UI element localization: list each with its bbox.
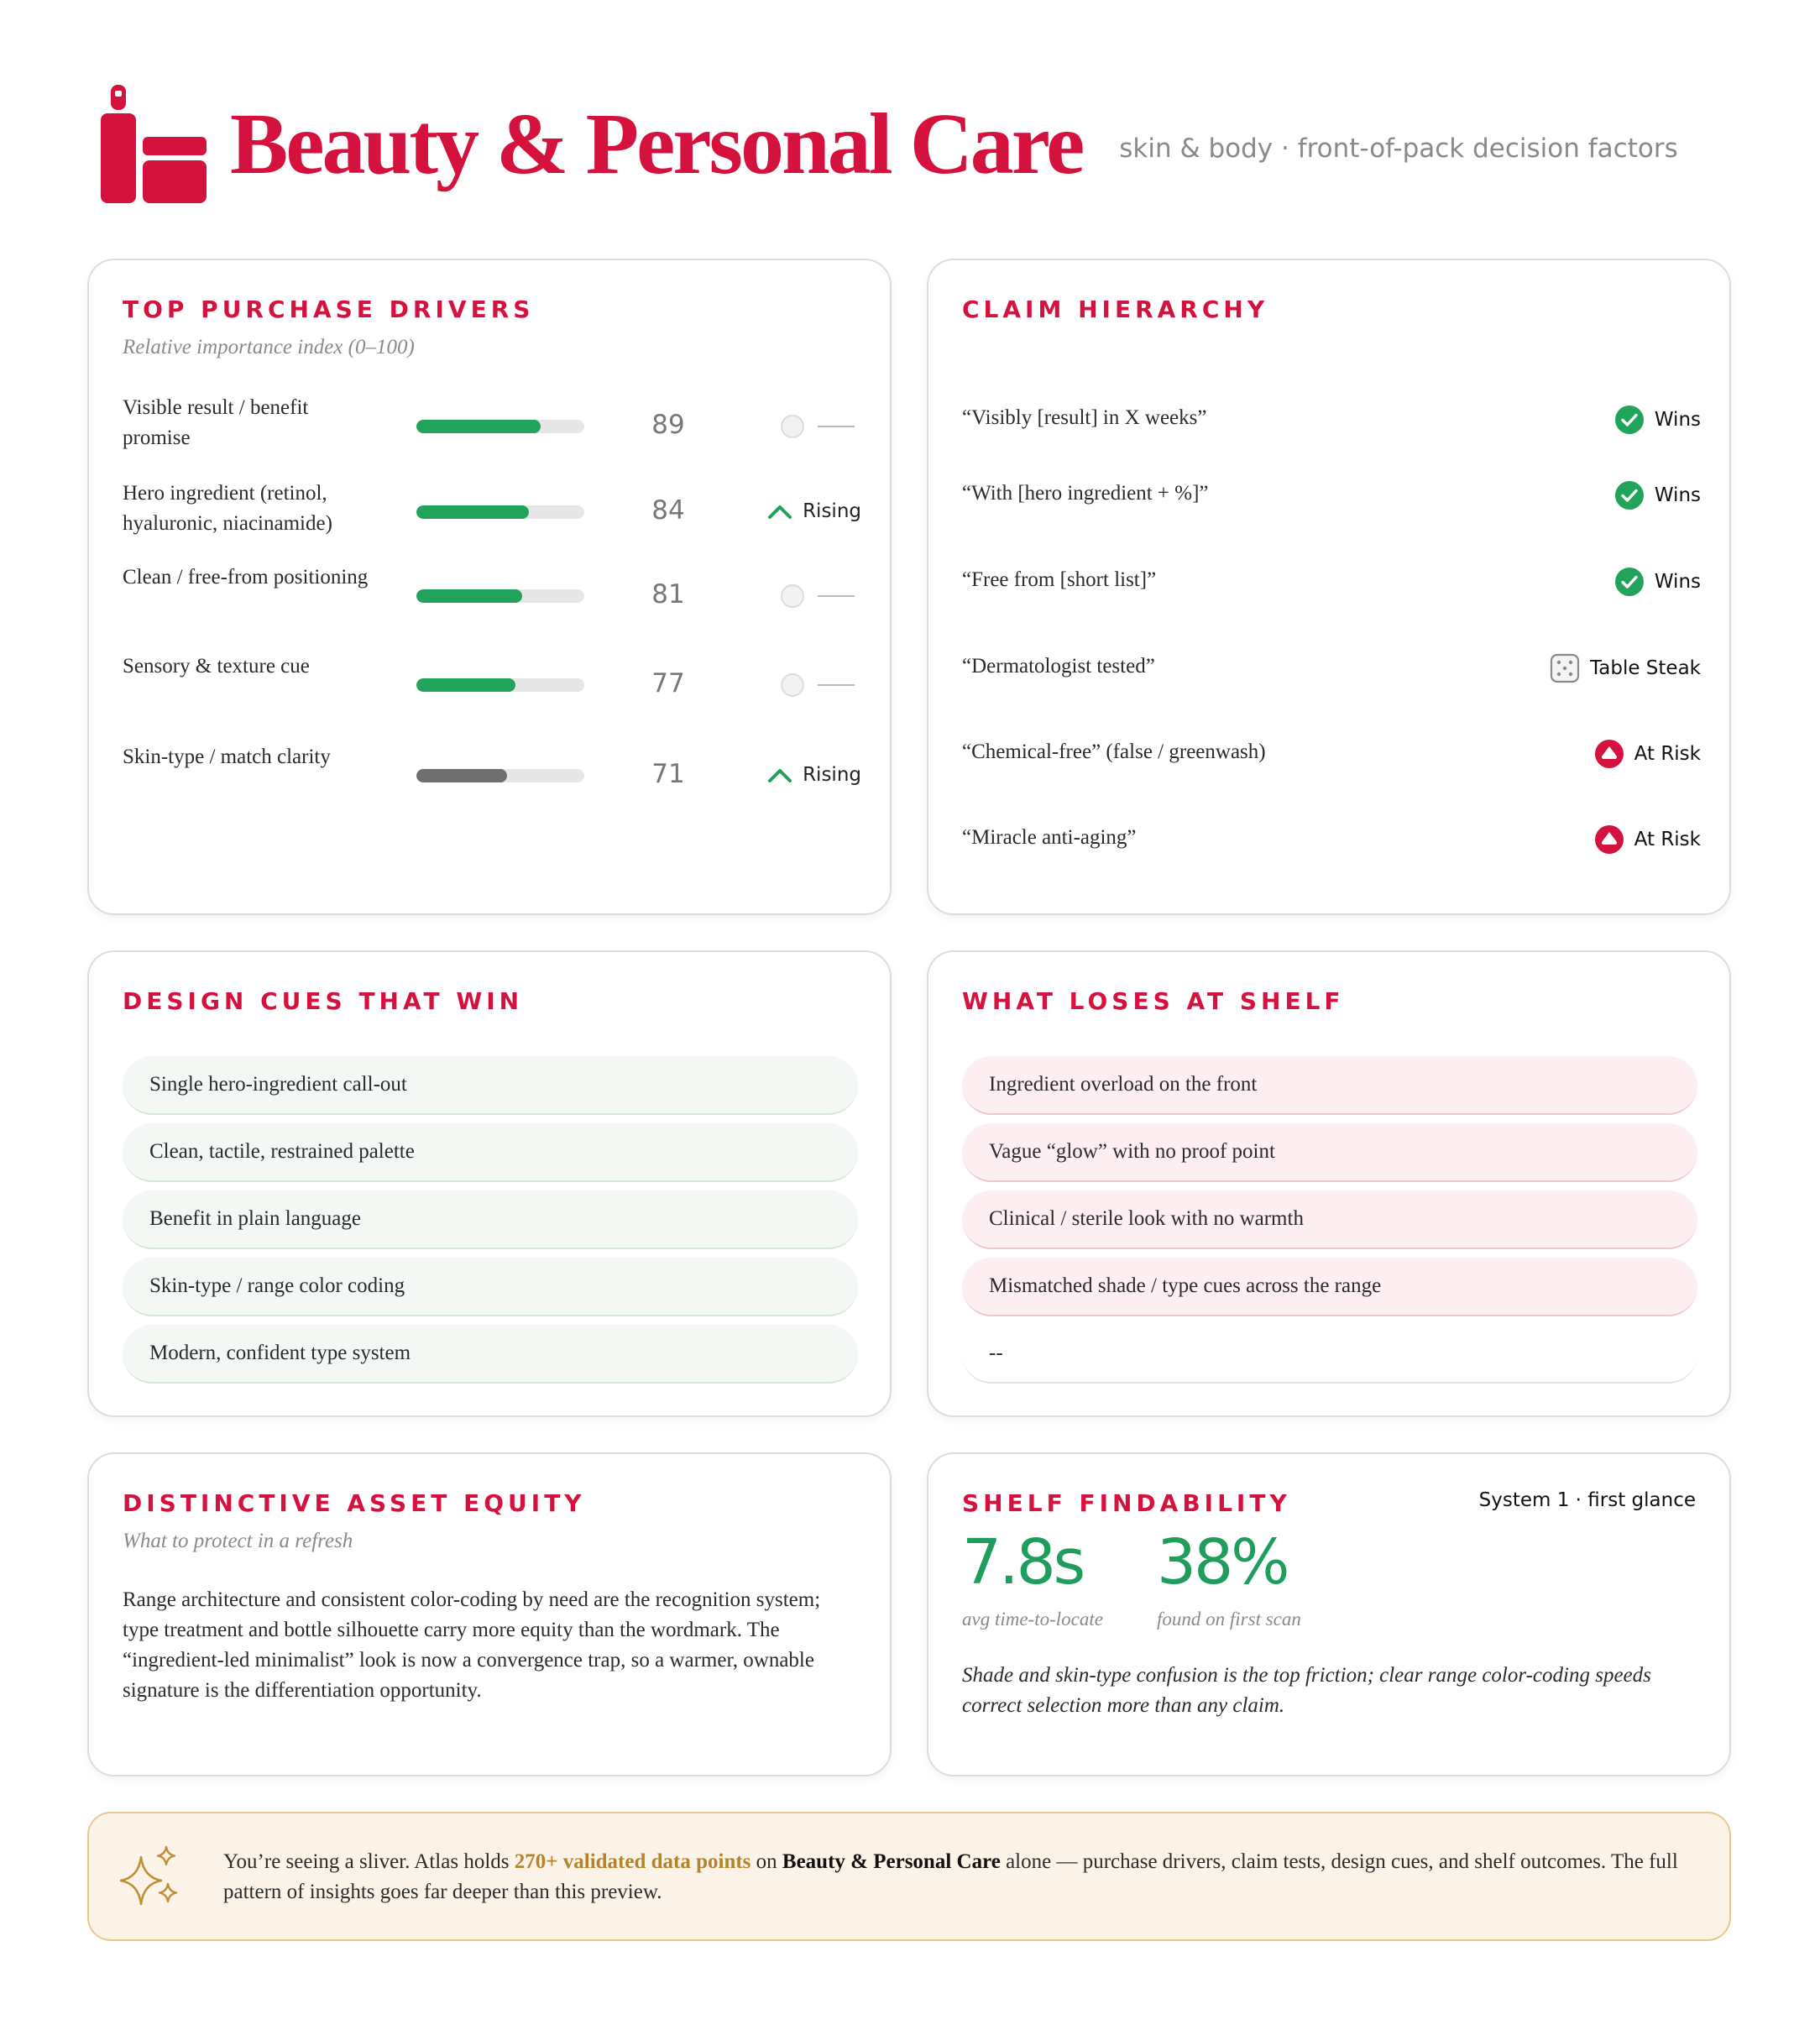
dice-icon [1550, 653, 1580, 683]
card-title: WHAT LOSES AT SHELF [962, 987, 1345, 1015]
lose-item: Ingredient overload on the front [962, 1056, 1697, 1115]
driver-row [123, 479, 861, 546]
trend-rising [767, 500, 861, 522]
trend-label: Rising [803, 764, 861, 786]
claim-status [1614, 480, 1701, 510]
cue-item: Modern, confident type system [123, 1325, 858, 1384]
trend-flat [781, 584, 855, 608]
driver-label: Sensory & texture cue [123, 655, 310, 678]
findability-note: Shade and skin-type confusion is the top friction; clear range color-coding speeds correct selection more than any claim. [962, 1664, 1651, 1717]
claim-row [962, 395, 1701, 445]
status-label: At Risk [1634, 829, 1701, 850]
trend-flat [781, 415, 855, 438]
driver-bar-track [416, 769, 584, 782]
equity-body: Range architecture and consistent color-coding by need are the recognition system; type treatment and bottle silhouette carry more equity than the wordmark. The “ingredient-led minimalist” look is now a convergence trap, so a warmer, ownable signature is the differentiation opportunity. [123, 1588, 821, 1702]
claim-text: “With [hero ingredient + %]” [962, 482, 1209, 505]
claim-status [1594, 824, 1701, 855]
driver-row [123, 651, 861, 719]
lose-item: Mismatched shade / type cues across the range [962, 1258, 1697, 1316]
cue-item: Benefit in plain language [123, 1190, 858, 1249]
page-title: Beauty & Personal Care [230, 95, 1083, 192]
system-badge: System 1 · first glance [1478, 1489, 1696, 1511]
status-label: Wins [1654, 484, 1701, 506]
card-title: DISTINCTIVE ASSET EQUITY [123, 1489, 586, 1517]
neutral-circle-icon [781, 584, 804, 608]
page-subtitle: skin & body · front-of-pack decision factors [1119, 133, 1678, 164]
driver-bar-fill [416, 505, 529, 519]
driver-label: Visible result / benefit promise [123, 396, 309, 449]
driver-label: Hero ingredient (retinol, hyaluronic, niacinamide) [123, 482, 332, 535]
asset-equity-card [87, 1452, 892, 1776]
alert-circle-icon [1594, 824, 1624, 855]
dash-icon [818, 595, 855, 597]
driver-row [123, 742, 861, 809]
design-cues-card [87, 950, 892, 1417]
footer-text-part: You’re seeing a sliver. Atlas holds [223, 1850, 515, 1873]
card-title: SHELF FINDABILITY [962, 1489, 1291, 1517]
footer-text-part: alone — purchase drivers, claim tests, design cues, and shelf outcomes. The full pattern of insights goes far deeper than this preview. [223, 1850, 1678, 1903]
claim-hierarchy-card [927, 259, 1731, 915]
claim-row [962, 643, 1701, 693]
footer-banner [87, 1812, 1731, 1941]
dash-icon [818, 684, 855, 686]
chevron-up-icon [767, 503, 792, 520]
footer-text [223, 1847, 1692, 1907]
driver-bar-track [416, 420, 584, 433]
cue-item: Single hero-ingredient call-out [123, 1056, 858, 1115]
claim-status [1550, 653, 1701, 683]
driver-bar-track [416, 678, 584, 692]
check-circle-icon [1614, 567, 1645, 597]
claim-text: “Miracle anti-aging” [962, 826, 1137, 849]
card-subtitle: What to protect in a refresh [123, 1530, 353, 1552]
driver-bar-fill [416, 678, 515, 692]
driver-value: 84 [651, 495, 685, 526]
page-header [99, 81, 1736, 207]
sparkle-icon [118, 1845, 181, 1909]
neutral-circle-icon [781, 415, 804, 438]
claim-row [962, 729, 1701, 779]
footer-brand: Beauty & Personal Care [782, 1850, 1001, 1873]
shelf-findability-card [927, 1452, 1731, 1776]
status-label: Wins [1654, 409, 1701, 431]
claim-row [962, 557, 1701, 607]
metric-value: 7.8s [962, 1526, 1084, 1598]
metric-label: found on first scan [1157, 1609, 1301, 1630]
driver-bar-track [416, 589, 584, 603]
driver-bar-fill [416, 420, 541, 433]
driver-value: 81 [651, 579, 685, 610]
metric-label: avg time-to-locate [962, 1609, 1103, 1630]
metric-time-to-locate [962, 1526, 1103, 1630]
driver-value: 89 [651, 410, 685, 440]
check-circle-icon [1614, 480, 1645, 510]
footer-highlight: 270+ validated data points [514, 1850, 751, 1873]
card-title: DESIGN CUES THAT WIN [123, 987, 524, 1015]
driver-value: 77 [651, 668, 685, 698]
footer-text-part: on [750, 1850, 782, 1873]
claim-text: “Free from [short list]” [962, 568, 1157, 591]
card-title: TOP PURCHASE DRIVERS [123, 296, 535, 323]
driver-row [123, 393, 861, 460]
metric-value: 38% [1157, 1526, 1288, 1598]
trend-flat [781, 673, 855, 697]
cue-item: Clean, tactile, restrained palette [123, 1123, 858, 1182]
bottle-and-jar-icon [99, 83, 208, 205]
claim-text: “Dermatologist tested” [962, 655, 1155, 678]
purchase-drivers-card [87, 259, 892, 915]
lose-item: Vague “glow” with no proof point [962, 1123, 1697, 1182]
driver-label: Skin-type / match clarity [123, 746, 331, 768]
lose-item: -- [962, 1325, 1697, 1384]
claim-text: “Visibly [result] in X weeks” [962, 406, 1207, 429]
driver-row [123, 562, 861, 630]
lose-item: Clinical / sterile look with no warmth [962, 1190, 1697, 1249]
claim-text: “Chemical-free” (false / greenwash) [962, 740, 1266, 763]
driver-bar-fill [416, 769, 507, 782]
claim-status [1614, 405, 1701, 435]
cue-item: Skin-type / range color coding [123, 1258, 858, 1316]
driver-label: Clean / free-from positioning [123, 566, 369, 589]
status-label: Table Steak [1590, 657, 1701, 679]
loses-at-shelf-card [927, 950, 1731, 1417]
claim-status [1594, 739, 1701, 769]
check-circle-icon [1614, 405, 1645, 435]
claim-status [1614, 567, 1701, 597]
driver-value: 71 [651, 759, 685, 789]
driver-bar-fill [416, 589, 522, 603]
status-label: At Risk [1634, 743, 1701, 765]
claim-row [962, 814, 1701, 865]
trend-label: Rising [803, 500, 861, 522]
alert-circle-icon [1594, 739, 1624, 769]
driver-bar-track [416, 505, 584, 519]
metric-first-scan [1157, 1526, 1301, 1630]
status-label: Wins [1654, 571, 1701, 593]
card-title: CLAIM HIERARCHY [962, 296, 1269, 323]
card-subtitle: Relative importance index (0–100) [123, 336, 415, 358]
claim-row [962, 470, 1701, 521]
neutral-circle-icon [781, 673, 804, 697]
chevron-up-icon [767, 766, 792, 783]
trend-rising [767, 764, 861, 786]
dash-icon [818, 426, 855, 427]
